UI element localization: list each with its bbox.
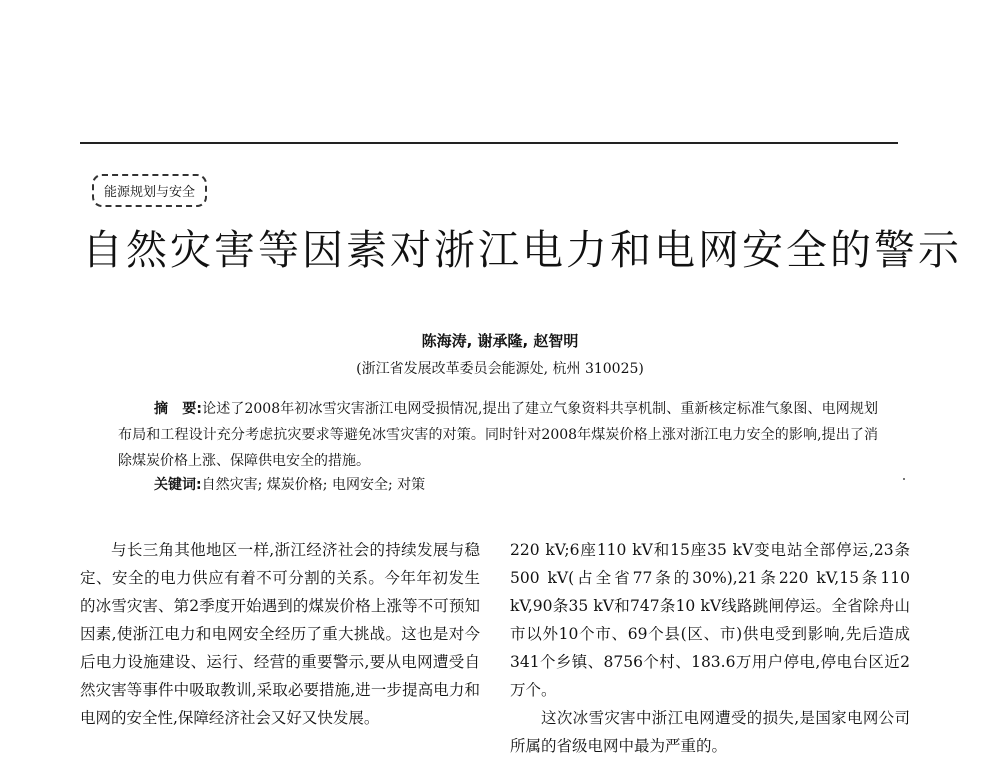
body-paragraph: 220 kV;6座110 kV和15座35 kV变电站全部停运,23条500 kV(占全省77条的30%),21条220 kV,15条110 kV,90条35 kV和747条10 kV线路跳闸停运。全省除舟山市以外10个市、69个县(区、市)供电受到影响,先后造成341个乡镇、8756个村、183.6万用户停电,停电台区近2万个。: [510, 541, 910, 699]
keywords-text: 自然灾害; 煤炭价格; 电网安全; 对策: [201, 477, 426, 493]
abstract-text: 论述了2008年初冰雪灾害浙江电网受损情况,提出了建立气象资料共享机制、重新核定标准气象图、电网规划布局和工程设计充分考虑抗灾要求等避免冰雪灾害的对策。同时针对2008年煤炭价格上涨对浙江电力安全的影响,提出了消除煤炭价格上涨、保障供电安全的措施。: [118, 401, 878, 469]
body-left-column: [80, 536, 480, 732]
affiliation: (浙江省发展改革委员会能源处, 杭州 310025): [356, 361, 644, 377]
abstract-label: 摘 要:: [154, 401, 202, 417]
paper-title: 自然灾害等因素对浙江电力和电网安全的警示: [82, 226, 962, 274]
abstract: [118, 396, 878, 474]
keywords: [154, 474, 425, 494]
section-tag: [92, 174, 207, 207]
header-rule: [80, 142, 898, 144]
scan-speck: [903, 478, 905, 480]
body-paragraph: 与长三角其他地区一样,浙江经济社会的持续发展与稳定、安全的电力供应有着不可分割的关系。今年年初发生的冰雪灾害、第2季度开始遇到的煤炭价格上涨等不可预知因素,使浙江电力和电网安全经历了重大挑战。这也是对今后电力设施建设、运行、经营的重要警示,要从电网遭受自然灾害等事件中吸取教训,采取必要措施,进一步提高电力和电网的安全性,保障经济社会又好又快发展。: [80, 541, 480, 727]
section-tag-label: 能源规划与安全: [104, 185, 196, 200]
authors: 陈海涛, 谢承隆, 赵智明: [421, 332, 579, 350]
keywords-label: 关键词:: [154, 477, 202, 493]
body-paragraph: 这次冰雪灾害中浙江电网遭受的损失,是国家电网公司所属的省级电网中最为严重的。: [510, 709, 910, 755]
body-right-column: [510, 536, 910, 760]
